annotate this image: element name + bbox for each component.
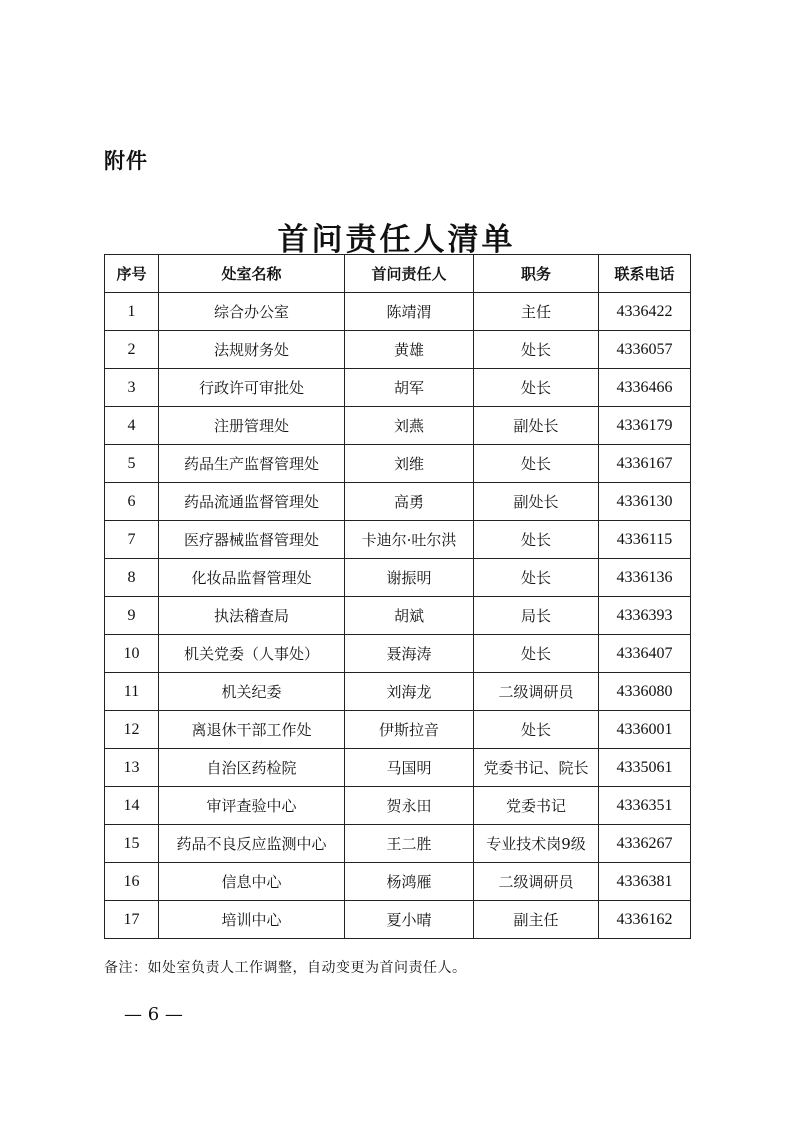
cell-department: 离退休干部工作处 (159, 711, 345, 749)
table-row (105, 787, 691, 825)
cell-responsible-person: 卡迪尔·吐尔洪 (345, 521, 474, 559)
cell-phone: 4336130 (599, 483, 691, 521)
cell-position: 处长 (474, 635, 599, 673)
cell-department: 自治区药检院 (159, 749, 345, 787)
attachment-label: 附件 (104, 149, 148, 173)
cell-department: 药品流通监督管理处 (159, 483, 345, 521)
cell-index: 3 (105, 369, 159, 407)
cell-department: 信息中心 (159, 863, 345, 901)
page-number: — 6 — (124, 1004, 183, 1025)
cell-index: 1 (105, 293, 159, 331)
cell-phone: 4336351 (599, 787, 691, 825)
cell-position: 处长 (474, 521, 599, 559)
cell-department: 机关纪委 (159, 673, 345, 711)
table-row (105, 597, 691, 635)
cell-phone: 4336080 (599, 673, 691, 711)
cell-department: 执法稽查局 (159, 597, 345, 635)
table-row (105, 369, 691, 407)
cell-position: 二级调研员 (474, 863, 599, 901)
cell-responsible-person: 夏小晴 (345, 901, 474, 939)
cell-responsible-person: 聂海涛 (345, 635, 474, 673)
table-row (105, 711, 691, 749)
cell-phone: 4336407 (599, 635, 691, 673)
cell-department: 药品不良反应监测中心 (159, 825, 345, 863)
cell-department: 综合办公室 (159, 293, 345, 331)
cell-index: 15 (105, 825, 159, 863)
cell-responsible-person: 刘维 (345, 445, 474, 483)
table-row (105, 521, 691, 559)
cell-responsible-person: 王二胜 (345, 825, 474, 863)
cell-index: 12 (105, 711, 159, 749)
cell-department: 培训中心 (159, 901, 345, 939)
cell-phone: 4336466 (599, 369, 691, 407)
table-row (105, 749, 691, 787)
cell-phone: 4336267 (599, 825, 691, 863)
table-row (105, 825, 691, 863)
cell-responsible-person: 刘燕 (345, 407, 474, 445)
cell-position: 处长 (474, 445, 599, 483)
cell-index: 14 (105, 787, 159, 825)
cell-position: 党委书记 (474, 787, 599, 825)
cell-responsible-person: 陈靖渭 (345, 293, 474, 331)
cell-index: 10 (105, 635, 159, 673)
cell-phone: 4336393 (599, 597, 691, 635)
header-responsible-person: 首问责任人 (345, 255, 474, 293)
cell-index: 11 (105, 673, 159, 711)
cell-phone: 4336381 (599, 863, 691, 901)
cell-position: 副主任 (474, 901, 599, 939)
table-row (105, 331, 691, 369)
cell-index: 6 (105, 483, 159, 521)
cell-index: 17 (105, 901, 159, 939)
cell-phone: 4336422 (599, 293, 691, 331)
cell-position: 处长 (474, 711, 599, 749)
cell-department: 机关党委（人事处） (159, 635, 345, 673)
cell-position: 局长 (474, 597, 599, 635)
cell-responsible-person: 高勇 (345, 483, 474, 521)
cell-position: 主任 (474, 293, 599, 331)
cell-phone: 4335061 (599, 749, 691, 787)
cell-index: 9 (105, 597, 159, 635)
header-index: 序号 (105, 255, 159, 293)
cell-phone: 4336115 (599, 521, 691, 559)
cell-responsible-person: 胡军 (345, 369, 474, 407)
header-position: 职务 (474, 255, 599, 293)
responsibility-table (104, 254, 691, 939)
cell-department: 行政许可审批处 (159, 369, 345, 407)
cell-position: 处长 (474, 369, 599, 407)
cell-phone: 4336179 (599, 407, 691, 445)
cell-position: 专业技术岗9级 (474, 825, 599, 863)
cell-index: 13 (105, 749, 159, 787)
cell-position: 处长 (474, 559, 599, 597)
cell-responsible-person: 胡斌 (345, 597, 474, 635)
table-row (105, 901, 691, 939)
table-row (105, 483, 691, 521)
cell-index: 4 (105, 407, 159, 445)
cell-responsible-person: 谢振明 (345, 559, 474, 597)
cell-responsible-person: 伊斯拉音 (345, 711, 474, 749)
cell-responsible-person: 刘海龙 (345, 673, 474, 711)
cell-department: 药品生产监督管理处 (159, 445, 345, 483)
header-phone: 联系电话 (599, 255, 691, 293)
table-row (105, 863, 691, 901)
cell-phone: 4336057 (599, 331, 691, 369)
cell-index: 7 (105, 521, 159, 559)
header-department: 处室名称 (159, 255, 345, 293)
cell-position: 处长 (474, 331, 599, 369)
cell-department: 注册管理处 (159, 407, 345, 445)
table-row (105, 673, 691, 711)
cell-phone: 4336162 (599, 901, 691, 939)
cell-phone: 4336136 (599, 559, 691, 597)
cell-responsible-person: 马国明 (345, 749, 474, 787)
cell-responsible-person: 黄雄 (345, 331, 474, 369)
footnote: 备注：如处室负责人工作调整，自动变更为首问责任人。 (104, 960, 467, 976)
cell-department: 法规财务处 (159, 331, 345, 369)
table-row (105, 407, 691, 445)
cell-position: 二级调研员 (474, 673, 599, 711)
cell-index: 5 (105, 445, 159, 483)
cell-position: 副处长 (474, 407, 599, 445)
cell-index: 2 (105, 331, 159, 369)
cell-index: 16 (105, 863, 159, 901)
cell-position: 副处长 (474, 483, 599, 521)
cell-department: 审评查验中心 (159, 787, 345, 825)
cell-responsible-person: 贺永田 (345, 787, 474, 825)
cell-department: 医疗器械监督管理处 (159, 521, 345, 559)
document-title: 首问责任人清单 (277, 222, 516, 258)
cell-phone: 4336001 (599, 711, 691, 749)
table-row (105, 559, 691, 597)
cell-index: 8 (105, 559, 159, 597)
table-header-row (105, 255, 691, 293)
table-row (105, 445, 691, 483)
cell-phone: 4336167 (599, 445, 691, 483)
cell-responsible-person: 杨鸿雁 (345, 863, 474, 901)
table-row (105, 635, 691, 673)
cell-position: 党委书记、院长 (474, 749, 599, 787)
cell-department: 化妆品监督管理处 (159, 559, 345, 597)
table-row (105, 293, 691, 331)
